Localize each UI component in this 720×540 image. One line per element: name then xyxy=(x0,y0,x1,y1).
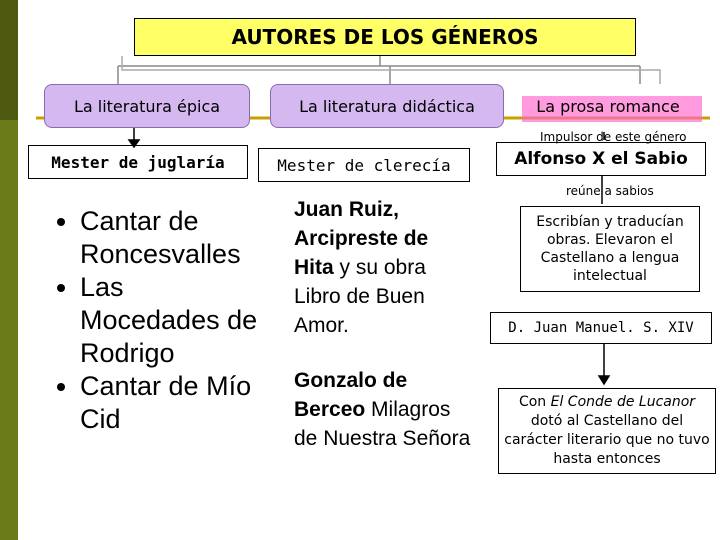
sub-alfonso-x: Alfonso X el Sabio xyxy=(496,142,706,176)
category-epica: La literatura épica xyxy=(44,84,250,128)
category-didactica: La literatura didáctica xyxy=(270,84,504,128)
epic-works-list xyxy=(52,205,262,436)
list-item: • Las Mocedades de Rodrigo xyxy=(80,271,262,370)
note-impulsor: Impulsor de este género xyxy=(540,130,687,144)
list-item: • Cantar de Mío Cid xyxy=(80,370,262,436)
note-reune: reúne a sabios xyxy=(566,184,654,198)
list-item: • Cantar de Roncesvalles xyxy=(80,205,262,271)
didactic-author-2 xyxy=(294,366,474,453)
info-text: dotó al Castellano del carácter literario que no tuvo hasta entonces xyxy=(504,413,710,467)
work-title: El Conde de Lucanor xyxy=(550,394,696,410)
info-text: Con xyxy=(518,394,551,410)
author-work: y su obra Libro de Buen Amor. xyxy=(294,256,426,337)
diagram-title: AUTORES DE LOS GÉNEROS xyxy=(134,18,636,56)
prosa-info-2 xyxy=(498,388,716,474)
prosa-info-1: Escribían y traducían obras. Elevaron el Castellano a lengua intelectual xyxy=(520,206,700,292)
category-prosa: La prosa romance xyxy=(536,96,680,116)
sub-juan-manuel: D. Juan Manuel. S. XIV xyxy=(490,312,712,344)
didactic-author-1 xyxy=(294,195,464,340)
sub-mester-juglaria: Mester de juglaría xyxy=(28,145,248,179)
sub-mester-clerecia: Mester de clerecía xyxy=(258,148,470,182)
author-name: Gonzalo de Berceo xyxy=(294,369,408,421)
author-work: Milagros de Nuestra Señora xyxy=(294,398,471,450)
author-name: Juan Ruiz, Arcipreste de Hita xyxy=(294,198,429,279)
